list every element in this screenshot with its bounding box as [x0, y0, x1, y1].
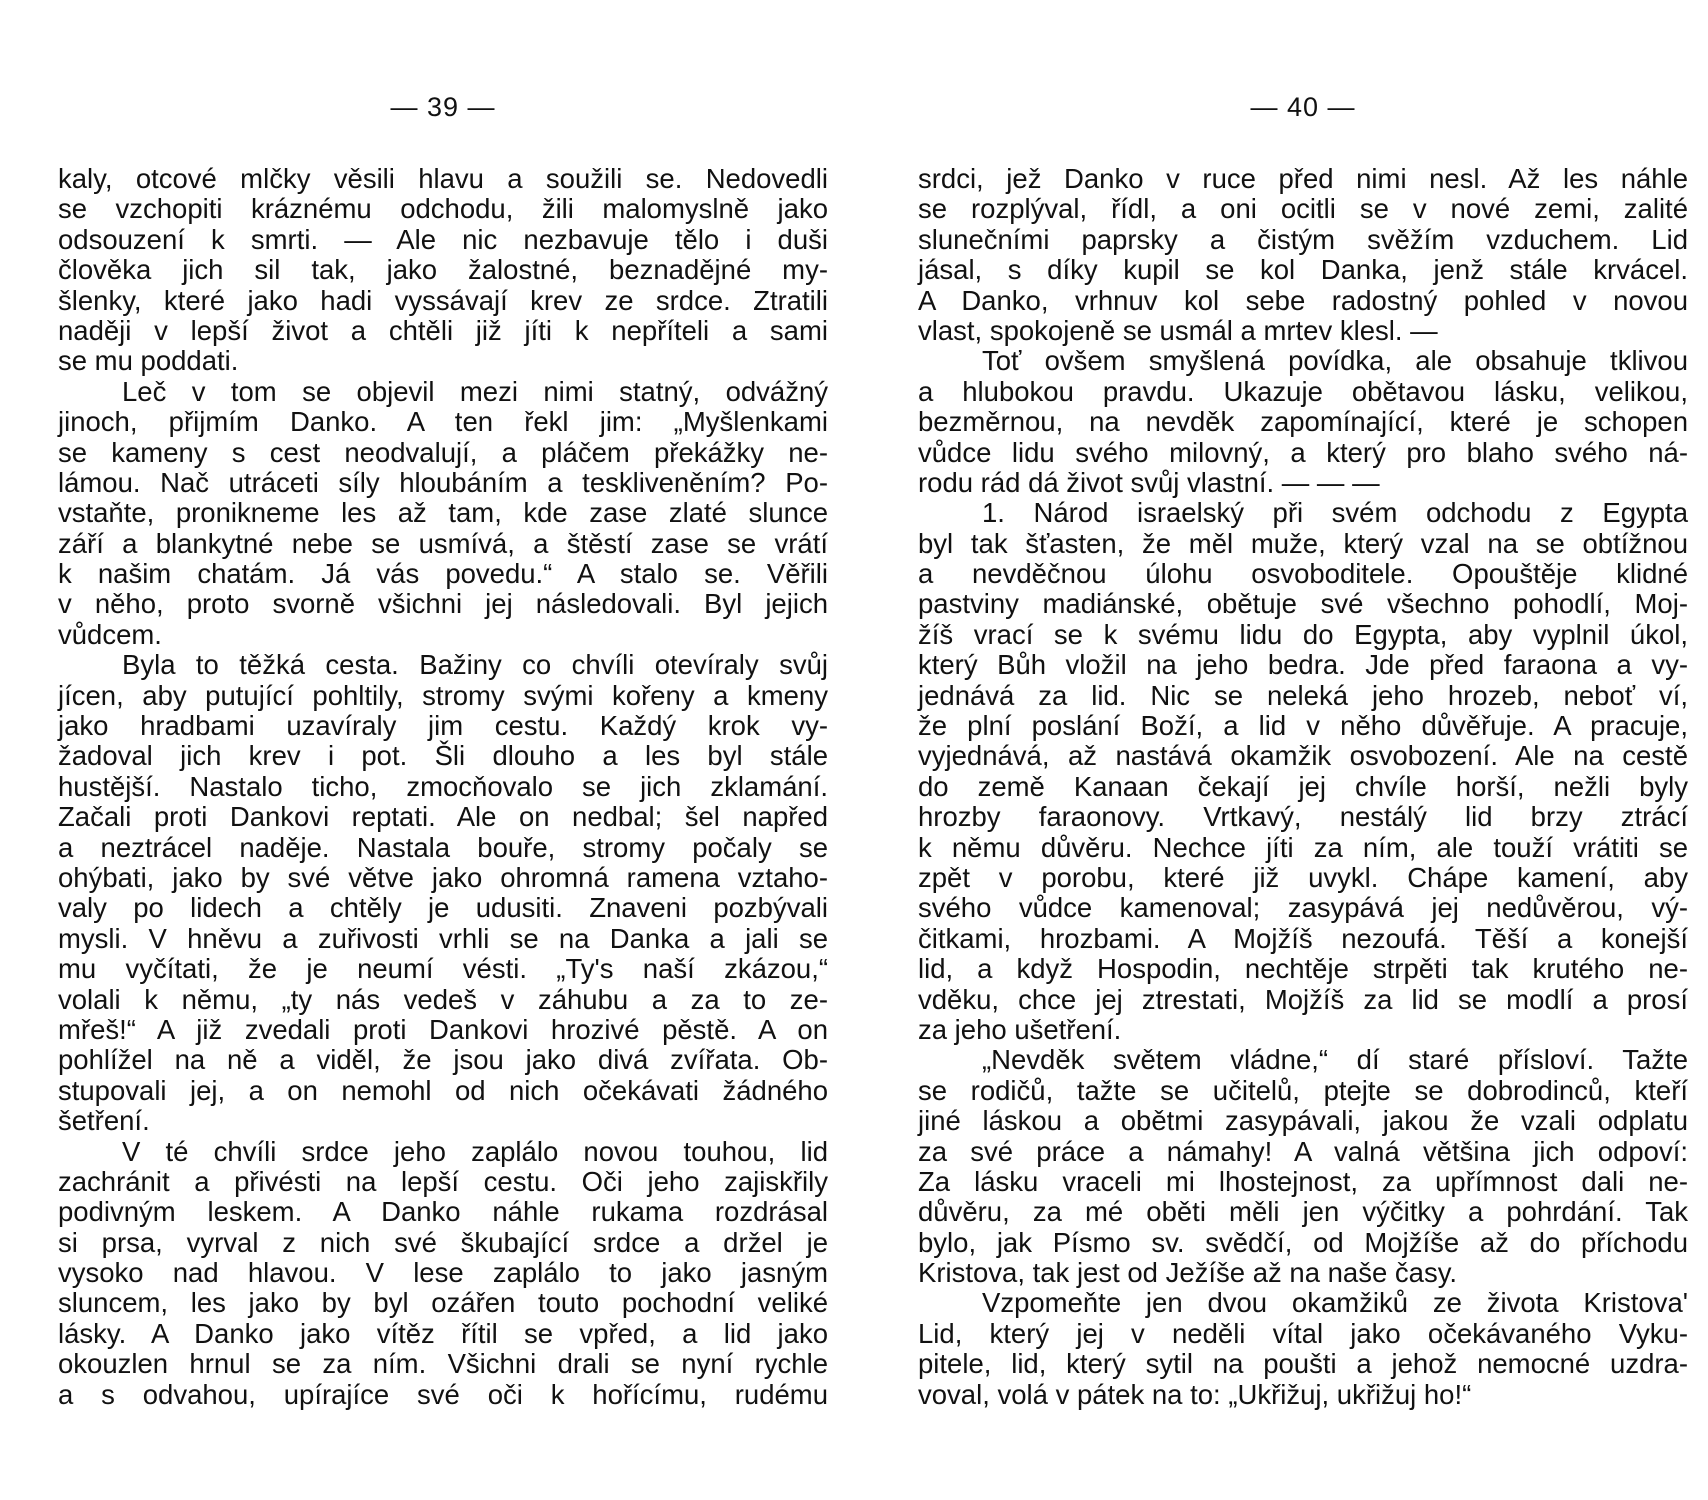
text-line: A Danko, vrhnuv kol sebe radostný pohled v novou	[918, 284, 1688, 316]
text-line: mřeš!“ A již zvedali proti Dankovi hrozivé pěstě. A on	[58, 1013, 828, 1045]
text-line: voval, volá v pátek na to: „Ukřižuj, ukřižuj ho!“	[918, 1378, 1472, 1410]
text-line: jednává za lid. Nic se neleká jeho hrozeb, neboť ví,	[918, 679, 1688, 711]
text-line: bezměrnou, na nevděk zapomínající, které je schopen	[918, 406, 1688, 438]
text-line: a hlubokou pravdu. Ukazuje obětavou lásku, velikou,	[918, 375, 1688, 407]
text-line: žíš vrací se k svému lidu do Egypta, aby vyplnil úkol,	[918, 618, 1688, 650]
text-line: lid, a když Hospodin, nechtěje strpěti tak krutého ne-	[918, 953, 1688, 985]
text-line: vyjednává, až nastává okamžik osvobození. Ale na cestě	[918, 740, 1688, 772]
text-line: jako hradbami uzavíraly jim cestu. Každý krok vy-	[58, 710, 828, 742]
text-line: k němu důvěru. Nechce jíti za ním, ale touží vrátiti se	[918, 831, 1688, 863]
text-line: žadoval jich krev i pot. Šli dlouho a les byl stále	[58, 740, 828, 772]
text-line: zpět v porobu, které již uvykl. Chápe kamení, aby	[918, 861, 1688, 893]
text-line: Kristova, tak jest od Ježíše až na naše časy.	[918, 1257, 1458, 1289]
text-line: Vzpomeňte jen dvou okamžiků ze života Kristova'	[982, 1287, 1688, 1319]
right-page	[918, 0, 1688, 1500]
text-line: mu vyčítati, že je neumí vésti. „Ty's naší zkázou,“	[58, 953, 828, 985]
text-line: naději v lepší život a chtěli již jíti k nepříteli a sami	[58, 314, 828, 346]
text-line: pitele, lid, který sytil na poušti a jehož nemocné uzdra-	[918, 1348, 1688, 1380]
text-line: a s odvahou, upírajíce své oči k hořícímu, rudému	[58, 1378, 828, 1410]
text-line: valy po lidech a chtěly je udusiti. Znaveni pozbývali	[58, 892, 828, 924]
text-line: důvěru, za mé oběti měli jen výčitky a pohrdání. Tak	[918, 1196, 1688, 1228]
text-line: za své práce a námahy! A valná většina jich odpoví:	[918, 1135, 1688, 1167]
text-line: hrozby faraonovy. Vrtkavý, nestálý lid brzy ztrácí	[918, 801, 1688, 833]
text-line: jinoch, přijmím Danko. A ten řekl jim: „Myšlenkami	[58, 406, 828, 438]
text-line: a neztrácel naděje. Nastala bouře, stromy počaly se	[58, 831, 828, 863]
text-line: Za lásku vraceli mi lhostejnost, za upřímnost dali ne-	[918, 1165, 1688, 1197]
text-line: srdci, jež Danko v ruce před nimi nesl. Až les náhle	[918, 163, 1688, 194]
page-text	[58, 164, 828, 1410]
text-line: jásal, s díky kupil se kol Danka, jenž stále krvácel.	[918, 254, 1688, 286]
text-line: slunečními paprsky a čistým svěžím vzduchem. Lid	[918, 223, 1688, 255]
text-line: že plní poslání Boží, a lid v něho důvěřuje. A pracuje,	[918, 710, 1688, 742]
left-page	[58, 0, 828, 1500]
text-line: V té chvíli srdce jeho zaplálo novou touhou, lid	[122, 1135, 828, 1167]
text-line: hustější. Nastalo ticho, zmocňovalo se jich zklamání.	[58, 770, 828, 802]
text-line: Leč v tom se objevil mezi nimi statný, odvážný	[122, 375, 828, 407]
text-line: jiné láskou a obětmi zasypávali, jakou že vzali odplatu	[918, 1105, 1688, 1137]
text-line: odsouzení k smrti. — Ale nic nezbavuje tělo i duši	[58, 223, 828, 255]
text-line: k našim chatám. Já vás povedu.“ A stalo se. Věřili	[58, 558, 828, 590]
text-line: Byla to těžká cesta. Bažiny co chvíli otevíraly svůj	[122, 649, 828, 681]
text-line: si prsa, vyrval z nich své škubající srdce a držel je	[58, 1226, 828, 1258]
text-line: zachránit a přivésti na lepší cestu. Oči jeho zajiskřily	[58, 1165, 828, 1197]
text-line: a nevděčnou úlohu osvoboditele. Opouštěje klidné	[918, 558, 1688, 590]
text-line: bylo, jak Písmo sv. svědčí, od Mojžíše až do příchodu	[918, 1226, 1688, 1258]
text-line: vlast, spokojeně se usmál a mrtev klesl. —	[918, 314, 1438, 346]
text-line: za jeho ušetření.	[918, 1013, 1122, 1045]
text-line: volali k němu, „ty nás vedeš v záhubu a za to ze-	[58, 983, 828, 1015]
text-line: kaly, otcové mlčky věsili hlavu a soužili se. Nedovedli	[58, 163, 828, 194]
text-line: září a blankytné nebe se usmívá, a štěstí zase se vrátí	[58, 527, 828, 559]
page-number: — 39 —	[390, 92, 496, 122]
text-line: sluncem, les jako by byl ozářen touto pochodní veliké	[58, 1287, 828, 1319]
text-line: vysoko nad hlavou. V lese zaplálo to jako jasným	[58, 1257, 828, 1289]
text-line: „Nevděk světem vládne,“ dí staré přísloví. Tažte	[982, 1044, 1688, 1076]
text-line: vděku, chce jej ztrestati, Mojžíš za lid se modlí a prosí	[918, 983, 1688, 1015]
text-line: Začali proti Dankovi reptati. Ale on nedbal; šel napřed	[58, 801, 828, 833]
text-line: se rozplýval, řídl, a oni ocitli se v nové zemi, zalité	[918, 193, 1688, 225]
text-line: vůdce lidu svého milovný, a který pro blaho svého ná-	[918, 436, 1688, 468]
text-line: svého vůdce kamenoval; zasypává jej nedůvěrou, vý-	[918, 892, 1688, 924]
text-line: Toť ovšem smyšlená povídka, ale obsahuje tklivou	[982, 345, 1688, 377]
page-number: — 40 —	[1250, 92, 1356, 122]
text-line: se mu poddati.	[58, 345, 239, 377]
text-line: čitkami, hrozbami. A Mojžíš nezoufá. Těší a konejší	[918, 922, 1688, 954]
text-line: vstaňte, pronikneme les až tam, kde zase zlaté slunce	[58, 497, 828, 529]
text-line: podivným leskem. A Danko náhle rukama rozdrásal	[58, 1196, 828, 1228]
text-line: okouzlen hrnul se za ním. Všichni drali se nyní rychle	[58, 1348, 828, 1380]
text-line: byl tak šťasten, že měl muže, který vzal na se obtížnou	[918, 527, 1688, 559]
text-line: šlenky, které jako hadi vyssávají krev ze srdce. Ztratili	[58, 284, 828, 316]
text-line: vůdcem.	[58, 618, 162, 650]
text-line: lámou. Nač utráceti síly hloubáním a teskliveněním? Po-	[58, 466, 828, 498]
text-line: rodu rád dá život svůj vlastní. — — —	[918, 466, 1380, 498]
text-line: se kameny s cest neodvalují, a pláčem překážky ne-	[58, 436, 828, 468]
text-line: šetření.	[58, 1105, 150, 1137]
text-line: který Bůh vložil na jeho bedra. Jde před faraona a vy-	[918, 649, 1688, 681]
text-line: 1. Národ israelský při svém odchodu z Egypta	[982, 497, 1688, 529]
text-line: do země Kanaan čekají jej chvíle horší, nežli byly	[918, 770, 1688, 802]
text-line: ohýbati, jako by své větve jako ohromná ramena vztaho-	[58, 861, 828, 893]
text-line: člověka jich sil tak, jako žalostné, beznadějné my-	[58, 254, 828, 286]
text-line: v něho, proto svorně všichni jej následovali. Byl jejich	[58, 588, 828, 620]
text-line: mysli. V hněvu a zuřivosti vrhli se na Danka a jali se	[58, 922, 828, 954]
text-line: Lid, který jej v neděli vítal jako očekávaného Vyku-	[918, 1317, 1688, 1349]
text-line: jícen, aby putující pohltily, stromy svými kořeny a kmeny	[58, 679, 828, 711]
text-line: pastviny madiánské, obětuje své všechno pohodlí, Moj-	[918, 588, 1688, 620]
text-line: se rodičů, tažte se učitelů, ptejte se dobrodinců, kteří	[918, 1074, 1688, 1106]
text-line: stupovali jej, a on nemohl od nich očekávati žádného	[58, 1074, 828, 1106]
text-line: se vzchopiti kráznému odchodu, žili malomyslně jako	[58, 193, 828, 225]
page-text	[918, 164, 1688, 1410]
text-line: lásky. A Danko jako vítěz řítil se vpřed, a lid jako	[58, 1317, 828, 1349]
text-line: pohlížel na ně a viděl, že jsou jako divá zvířata. Ob-	[58, 1044, 828, 1076]
